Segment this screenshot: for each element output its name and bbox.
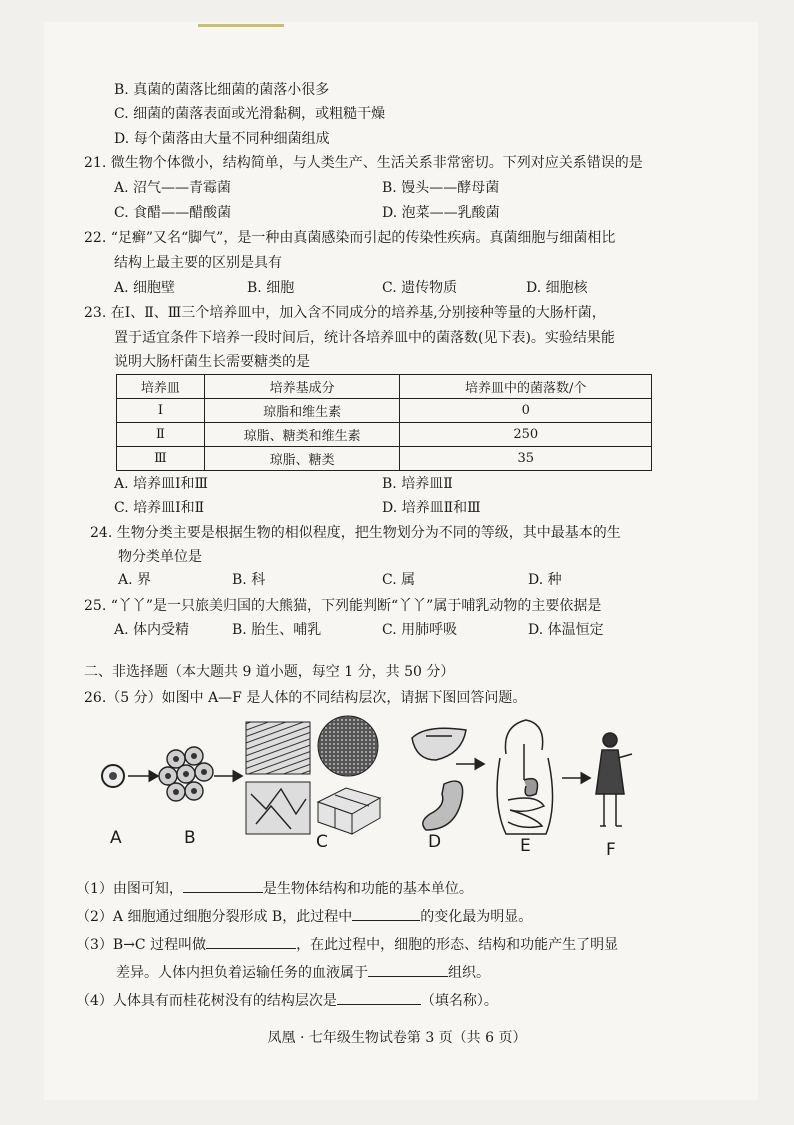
q24-option-d: D. 种 [528,572,562,588]
table-row [117,399,652,423]
table-header-row [117,375,652,399]
cell-medium: 琼脂、糖类 [204,447,400,471]
q25-option-a: A. 体内受精 [114,622,190,638]
q21-option-a: A. 沼气——青霉菌 [114,180,232,196]
cell-cluster-b-image [159,747,213,801]
system-e-image [497,720,552,834]
q23-stem-line2: 置于适宜条件下培养一段时间后，统计各培养皿中的菌落数(见下表)。实验结果能 [114,330,615,346]
q25-option-b: B. 胎生、哺乳 [232,622,322,638]
cell-dish: Ⅲ [117,447,205,471]
table-row [117,447,652,471]
page-footer: 凤凰 · 七年级生物试卷第 3 页（共 6 页） [267,1030,527,1046]
q23-stem-line3: 说明大肠杆菌生长需要糖类的是 [114,354,310,370]
figure-label-b: B [184,828,196,848]
tissues-c-image [246,716,380,834]
q26-sub2-text: （2）A 细胞通过细胞分裂形成 B，此过程中 [76,909,353,925]
q26-stem: 26.（5 分）如图中 A—F 是人体的不同结构层次，请据下图回答问题。 [84,690,527,706]
cell-count: 35 [400,447,652,471]
cell-medium: 琼脂、糖类和维生素 [204,423,400,447]
q20-option-c: C. 细菌的菌落表面或光滑黏稠，或粗糙干燥 [114,106,386,122]
figure-label-e: E [520,836,531,856]
q26-sub3-text: （3）B→C 过程叫做 [76,937,207,953]
q22-stem-line2: 结构上最主要的区别是具有 [114,255,282,271]
header-colony-count: 培养皿中的菌落数/个 [400,375,652,399]
q22-stem-line1: 22. “足癣”又名“脚气”，是一种由真菌感染而引起的传染性疾病。真菌细胞与细菌相比 [84,230,616,246]
q21-option-b: B. 馒头——酵母菌 [382,180,500,196]
q26-sub2 [76,906,532,927]
q22-option-c: C. 遗传物质 [382,280,458,296]
q24-stem-line1: 24. 生物分类主要是根据生物的相似程度，把生物划分为不同的等级，其中最基本的生 [90,525,621,541]
table-row [117,423,652,447]
culture-dish-table [116,374,652,471]
answer-blank[interactable] [183,878,263,893]
q26-sub3-text2: 差异。人体内担负着运输任务的血液属于 [116,965,368,981]
q26-sub3-text2-end: 组织。 [448,965,490,981]
figure-label-f: F [606,840,616,860]
structure-levels-figure [96,714,656,854]
cell-count: 250 [400,423,652,447]
q26-sub1-text: （1）由图可知， [76,881,183,897]
organs-d-image [412,728,466,830]
figure-label-c: C [316,832,328,852]
answer-blank[interactable] [352,906,420,921]
q25-option-c: C. 用肺呼吸 [382,622,458,638]
answer-blank[interactable] [368,962,448,977]
cell-dish: Ⅱ [117,423,205,447]
figure-label-a: A [110,828,122,848]
q26-sub4-text: （4）人体具有而桂花树没有的结构层次是 [76,993,337,1009]
answer-blank[interactable] [206,934,296,949]
human-f-image [596,733,632,826]
q24-option-b: B. 科 [232,572,266,588]
q26-sub1 [76,878,473,899]
q23-stem-line1: 23. 在Ⅰ、Ⅱ、Ⅲ三个培养皿中，加入含不同成分的培养基,分别接种等量的大肠杆菌， [84,305,606,321]
q23-option-c: C. 培养皿Ⅰ和Ⅱ [114,500,205,516]
q21-stem: 21. 微生物个体微小，结构简单，与人类生产、生活关系非常密切。下列对应关系错误的是 [84,155,643,171]
q26-sub1-text-end: 是生物体结构和功能的基本单位。 [262,881,473,897]
answer-blank[interactable] [337,990,421,1005]
section2-title: 二、非选择题（本大题共 9 道小题，每空 1 分，共 50 分） [84,664,455,680]
q22-option-b: B. 细胞 [247,280,295,296]
q21-option-d: D. 泡菜——乳酸菌 [382,205,500,221]
q20-option-b: B. 真菌的菌落比细菌的菌落小很多 [114,82,330,98]
q26-sub3-text-end: ，在此过程中，细胞的形态、结构和功能产生了明显 [296,937,619,953]
q23-option-d: D. 培养皿Ⅱ和Ⅲ [382,500,481,516]
q20-option-d: D. 每个菌落由大量不同种细菌组成 [114,131,330,147]
header-dish: 培养皿 [117,375,205,399]
top-tape-mark [198,24,284,27]
q21-option-c: C. 食醋——醋酸菌 [114,205,232,221]
q26-sub3-line2 [116,962,490,983]
q24-option-c: C. 属 [382,572,416,588]
q25-option-d: D. 体温恒定 [528,622,604,638]
q25-stem: 25. “丫丫”是一只旅美归国的大熊猫，下列能判断“丫丫”属于哺乳动物的主要依据是 [84,598,602,614]
cell-dish: Ⅰ [117,399,205,423]
q24-stem-line2: 物分类单位是 [118,549,202,565]
header-medium: 培养基成分 [204,375,400,399]
figure-label-d: D [428,832,442,852]
cell-count: 0 [400,399,652,423]
q26-sub2-text-end: 的变化最为明显。 [420,909,533,925]
cell-a-image [102,765,124,787]
q26-sub4 [76,990,498,1011]
q26-sub4-text-end: （填名称）。 [420,993,498,1009]
q22-option-a: A. 细胞壁 [114,280,176,296]
q26-sub3 [76,934,618,955]
cell-medium: 琼脂和维生素 [204,399,400,423]
q23-option-a: A. 培养皿Ⅰ和Ⅲ [114,476,209,492]
q23-option-b: B. 培养皿Ⅱ [382,476,453,492]
q22-option-d: D. 细胞核 [526,280,588,296]
q24-option-a: A. 界 [118,572,152,588]
